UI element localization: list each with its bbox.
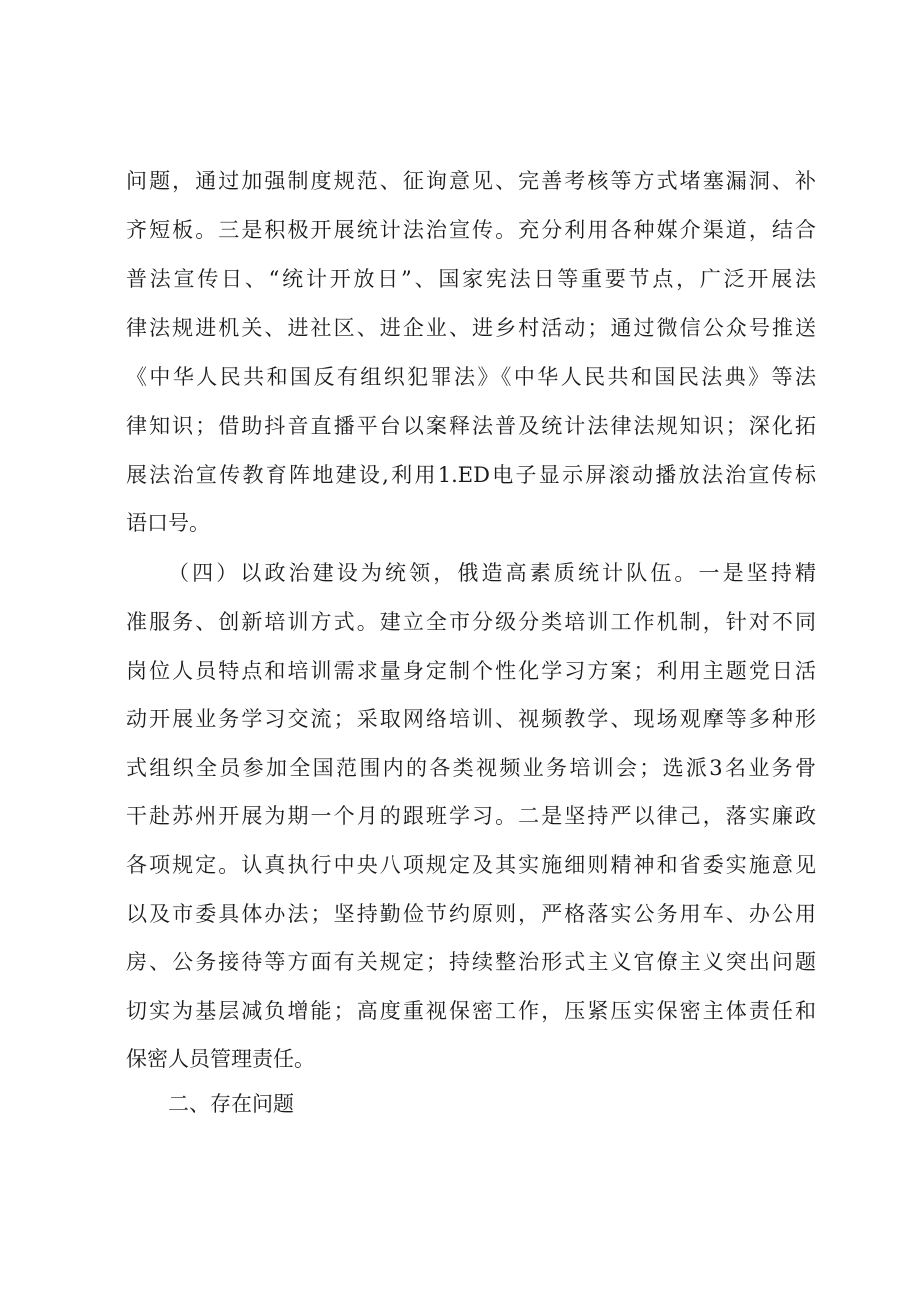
text-line: 干赴苏州开展为期一个月的跟班学习。二是坚持严以律己，落实廉政	[126, 804, 816, 828]
text-line: 保密人员管理责任。	[126, 1047, 315, 1071]
text-line: 以及市委具体办法；坚持勤俭节约原则，严格落实公务用车、办公用	[126, 902, 816, 926]
text-line: 动开展业务学习交流；采取网络培训、视频教学、现场观摩等多种形	[126, 707, 816, 731]
text-line: 律法规进机关、进社区、进企业、进乡村活动；通过微信公众号推送	[126, 316, 816, 340]
section-heading: 二、存在问题	[168, 1092, 294, 1116]
text-line: 准服务、创新培训方式。建立全市分级分类培训工作机制，针对不同	[126, 610, 816, 634]
text-line: 问题，通过加强制度规范、征询意见、完善考核等方式堵塞漏洞、补	[126, 169, 816, 193]
text-line: 岗位人员特点和培训需求量身定制个性化学习方案；利用主题党日活	[126, 659, 816, 683]
text-line: 《中华人民共和国反有组织犯罪法》《中华人民共和国民法典》等法	[126, 365, 816, 389]
text-line: （四）以政治建设为统领，俄造高素质统计队伍。一是坚持精	[168, 561, 816, 585]
text-line: 展法治宣传教育阵地建设,利用1.ED电子显示屏滚动播放法治宣传标	[126, 463, 816, 487]
text-line: 语口号。	[126, 511, 210, 535]
text-line: 律知识；借助抖音直播平台以案释法普及统计法律法规知识；深化拓	[126, 414, 816, 438]
text-line: 齐短板。三是积极开展统计法治宣传。充分利用各种媒介渠道，结合	[126, 218, 816, 242]
text-line: 切实为基层减负增能；高度重视保密工作，压紧压实保密主体责任和	[126, 999, 816, 1023]
text-line: 房、公务接待等方面有关规定；持续整治形式主义官僚主义突出问题	[126, 950, 816, 974]
text-line: 式组织全员参加全国范围内的各类视频业务培训会；选派3名业务骨	[126, 756, 816, 780]
text-line: 各项规定。认真执行中央八项规定及其实施细则精神和省委实施意见	[126, 853, 816, 877]
text-line: 普法宣传日、“统计开放日”、国家宪法日等重要节点，广泛开展法	[126, 267, 816, 291]
